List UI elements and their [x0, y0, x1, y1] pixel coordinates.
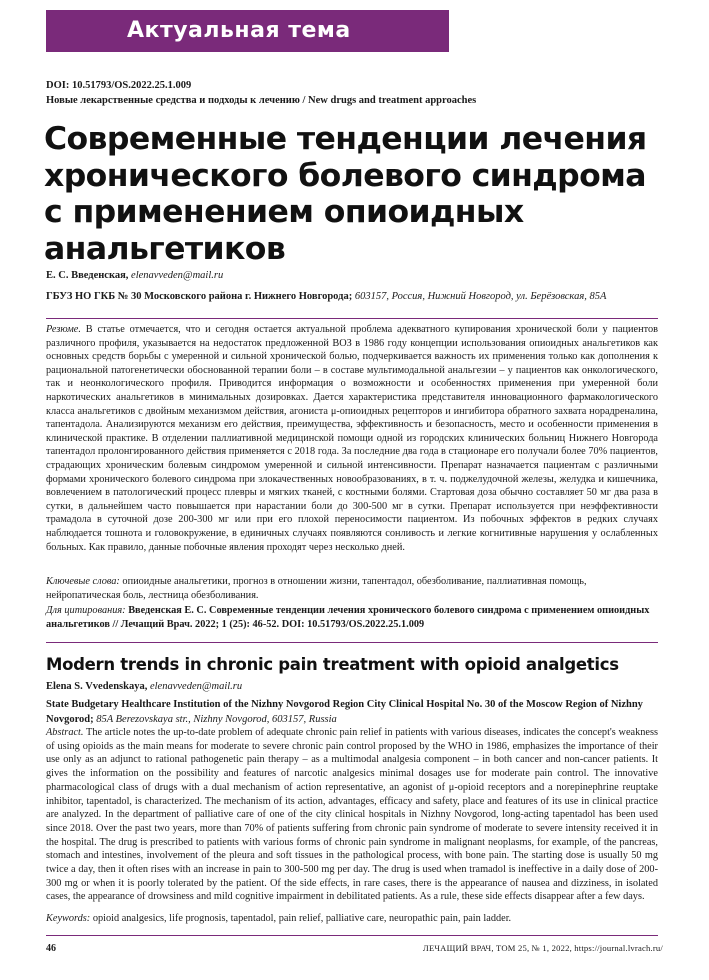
title-line: хронического болевого синдрома [44, 157, 646, 194]
abstract-label: Резюме. [46, 324, 81, 335]
keywords-label: Ключевые слова: [46, 576, 120, 587]
author-name-en: Elena S. Vvedenskaya, [46, 681, 148, 692]
keywords-text-en: opioid analgesics, life prognosis, tapentadol, pain relief, palliative care, neuropathic pain, pain ladder. [92, 913, 512, 924]
author-ru [46, 270, 223, 281]
doi: DOI: 10.51793/OS.2022.25.1.009 [46, 80, 192, 91]
banner-label: Актуальная тема [127, 18, 351, 43]
affiliation-org-en: State Budgetary Healthcare Institution of the Nizhny Novgorod Region City Clinical Hospital No. 30 of the Moscow Region of Nizhny Novgorod; [46, 699, 643, 725]
divider [46, 642, 658, 643]
abstract-text-en: The article notes the up-to-date problem of adequate chronic pain relief in patients with various diseases, indicates the concept's weakness of using opioids as the main means for moderate to severe chronic pain control proposed by the WHO in 1986, emphasizes the importance of their use only as an adjunct to rational pathogenetic pain therapy – as a multimodal analgesia component – in both cancer and non-cancer patients. It gives the information on the possibility and features of narcotic analgesics minimal dosages use for moderate pain control. The innovative pharmacological class of drugs with a dual mechanism of action representative, an agonist of μ-opioid receptors and a norepinephrine reuptake inhibitor, tapentadol, is characterized. The mechanism of its action, advantages, efficacy and safety, place and features of its use in clinical practice are analyzed. In the department of palliative care of one of the city clinical hospitals in Nizhny Novgorod, long-acting tapentadol has been used since 2018. Over the past two years, more than 70% of patients suffering from chronic pain syndrome of moderate to severe intensity received it in the hospital. The drug is prescribed to patients with various forms of chronic pain syndrome in malignant neoplasms, for example, of the pancreas, stomach and intestines, involvement of the pleura and soft tissues in the pathological process, with bone pain. The starting dose is usually 50 mg twice a day, then it often rises with an increase in pain to 300-500 mg per day. The drug is used when tramadol is ineffective in a daily dose of 200-300 mg or when it is poorly tolerated by the patient. Of the side effects, in rare cases, there is the appearance of nausea and dizziness, in isolated cases, the appearance of drowsiness and mild cognitive impairment in debilitated patients. As a rule, these side effects disappear after a few days. [46, 727, 659, 903]
citation-text: Введенская Е. С. Современные тенденции лечения хронического болевого синдрома с применением опиоидных анальгетиков // Лечащий Врач. 2022; 1 (25): 46-52. DOI: 10.51793/OS.2022.25.1.009 [46, 605, 650, 630]
author-en [46, 681, 242, 692]
article-title [44, 121, 684, 267]
title-line: с применением опиоидных [44, 194, 524, 230]
keywords-label-en: Keywords: [46, 913, 91, 924]
citation-ru [46, 604, 658, 631]
journal-info: ЛЕЧАЩИЙ ВРАЧ, ТОМ 25, № 1, 2022, https://journal.lvrach.ru/ [422, 943, 663, 953]
title-line: Современные тенденции лечения [44, 121, 647, 157]
keywords-text: опиоидные анальгетики, прогноз в отношении жизни, тапентадол, обезболивание, паллиативная помощь, нейропатическая боль, лестница обезболивания. [46, 576, 587, 601]
abstract-en [46, 726, 658, 904]
abstract-ru [46, 323, 658, 554]
english-title: Modern trends in chronic pain treatment with opioid analgetics [46, 655, 619, 674]
affiliation-org: ГБУЗ НО ГКБ № 30 Московского района г. Нижнего Новгорода; [46, 291, 353, 302]
section-heading: Новые лекарственные средства и подходы к лечению / New drugs and treatment approaches [46, 95, 477, 106]
affiliation-en [46, 697, 658, 727]
abstract-label-en: Abstract. [46, 727, 84, 738]
title-line: анальгетиков [44, 230, 286, 267]
keywords-en [46, 913, 658, 924]
footer-divider [46, 935, 658, 936]
keywords-ru [46, 575, 658, 602]
divider [46, 318, 658, 319]
author-name: Е. С. Введенская, [46, 270, 129, 281]
affiliation-address-en: 85A Berezovskaya str., Nizhny Novgorod, 603157, Russia [96, 714, 337, 725]
author-email-en: elenavveden@mail.ru [149, 681, 243, 692]
abstract-text: В статье отмечается, что и сегодня остается актуальной проблема адекватного купирования хронической боли у пациентов различного профиля, указывается на недостаток предложенной ВОЗ в 1986 году концепции использования опиоидных анальгетиков как основных средств борьбы с умеренной и сильной хронической болью, подчеркивается важность их применения только как дополнения к рациональной патогенетически обоснованной терапии боли – в составе мультимодальной анальгезии – у пациентов как онкологического, так и неонкологического профиля. Приводится информация о возможности и особенностях применения при умеренной боли наркотических анальгетиков в минимальных дозировках. Дается характеристика представителя инновационного фармакологического класса анальгетиков с двойным механизмом действия, агониста μ-опиоидных рецепторов и ингибитора обратного захвата норадреналина, тапентадола. Анализируются механизм его действия, преимущества, эффективность и безопасность, место и особенности применения в клинической практике. В отделении паллиативной медицинской помощи одной из городских клинических больниц Нижнего Новгорода тапентадол пролонгированного действия применяется с 2018 года. За последние два года в стационаре его получали более 70% пациентов, страдающих хроническим болевым синдромом умеренной и сильной интенсивности. Препарат назначается пациентам с различными формами хронического болевого синдрома при злокачественных новообразованиях, в т. ч. поджелудочной железы, желудка и кишечника, вовлечением в патологический процесс плевры и мягких тканей, с костными болями. Стартовая доза обычно составляет 50 мг два раза в сутки, в дальнейшем часто повышается при нарастании боли до 300-500 мг в сутки. Препарат используется при неэффективности трамадола в суточной дозе 200-300 мг или при его плохой переносимости пациентом. Из побочных эффектов в редких случаях наблюдается тошнота и головокружение, в единичных случаях появляются сонливость и легкие когнитивные нарушения у ослабленных больных. Как правило, данные побочные явления проходят через несколько дней. [46, 324, 658, 553]
citation-label: Для цитирования: [46, 605, 126, 616]
affiliation-ru [46, 289, 646, 305]
author-email: elenavveden@mail.ru [131, 270, 224, 281]
section-banner [46, 10, 449, 52]
affiliation-address: 603157, Россия, Нижний Новгород, ул. Берёзовская, 85А [354, 291, 607, 302]
page-number: 46 [46, 943, 56, 954]
